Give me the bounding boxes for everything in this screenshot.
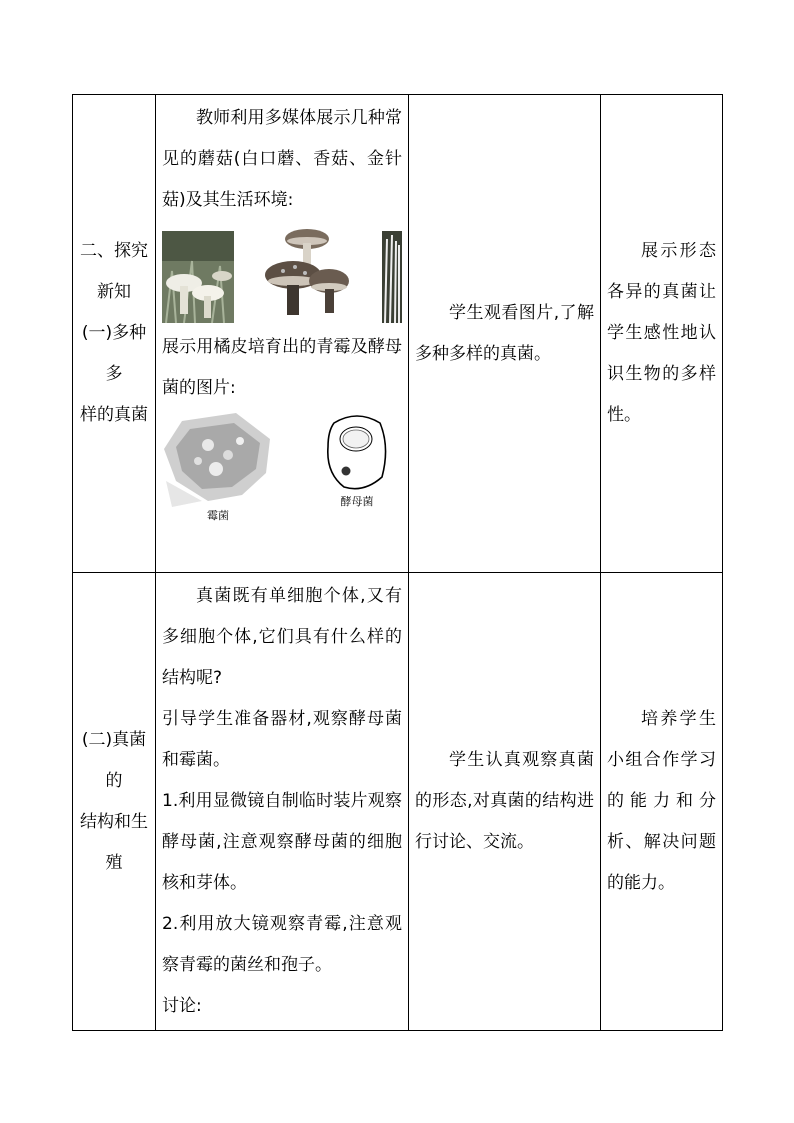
design-intent-cell <box>601 95 723 573</box>
shiitake-mushroom-photo <box>263 227 353 323</box>
stage-line: 结构和生 <box>80 811 148 832</box>
enoki-mushroom-photo <box>382 231 402 323</box>
teacher-text: 1.利用显微镜自制临时装片观察酵母菌,注意观察酵母菌的细胞核和芽体。 <box>162 791 402 893</box>
intent-text: 展示形态各异的真菌让学生感性地认识生物的多样性。 <box>607 241 716 425</box>
teacher-text: 2.利用放大镜观察青霉,注意观察青霉的菌丝和孢子。 <box>162 914 402 975</box>
table-row <box>73 573 723 1031</box>
mold-photo <box>162 411 274 507</box>
figure-caption: 酵母菌 <box>340 495 374 508</box>
student-text: 学生观看图片,了解多种多样的真菌。 <box>415 302 594 364</box>
student-activity-cell <box>409 95 601 573</box>
stage-line: (二)真菌 <box>81 729 147 750</box>
stage-line: 的 <box>105 770 123 791</box>
teacher-text: 真菌既有单细胞个体,又有多细胞个体,它们具有什么样的结构呢? <box>162 586 402 688</box>
mushroom-photos <box>162 227 402 323</box>
stage-line: 多 <box>105 364 123 384</box>
yeast-figure <box>324 411 390 509</box>
mold-figure <box>162 411 274 523</box>
stage-line: 样的真菌 <box>80 405 148 425</box>
teacher-activity-cell <box>156 573 409 1031</box>
design-intent-cell <box>601 573 723 1031</box>
intent-text: 培养学生小组合作学习的能力和分析、解决问题的能力。 <box>607 709 716 893</box>
teacher-text: 引导学生准备器材,观察酵母菌和霉菌。 <box>162 709 402 770</box>
teacher-text: 教师利用多媒体展示几种常见的蘑菇(白口蘑、香菇、金针菇)及其生活环境: <box>162 108 402 210</box>
stage-cell <box>73 95 156 573</box>
stage-line: 殖 <box>105 852 123 873</box>
student-activity-cell <box>409 573 601 1031</box>
teacher-activity-cell <box>156 95 409 573</box>
stage-line: 二、探究 <box>80 241 148 261</box>
stage-cell <box>73 573 156 1031</box>
yeast-cell-diagram <box>324 411 390 493</box>
table-row <box>73 95 723 573</box>
student-text: 学生认真观察真菌的形态,对真菌的结构进行讨论、交流。 <box>415 750 594 852</box>
teacher-text: 讨论: <box>162 996 202 1016</box>
stage-line: (一)多种 <box>81 323 147 343</box>
stage-line: 新知 <box>97 282 131 302</box>
lesson-plan-table <box>72 94 723 1031</box>
teacher-text: 展示用橘皮培育出的青霉及酵母菌的图片: <box>162 337 402 398</box>
mold-yeast-figures <box>162 411 402 526</box>
figure-caption: 霉菌 <box>207 509 229 522</box>
white-mushroom-photo <box>162 231 234 323</box>
